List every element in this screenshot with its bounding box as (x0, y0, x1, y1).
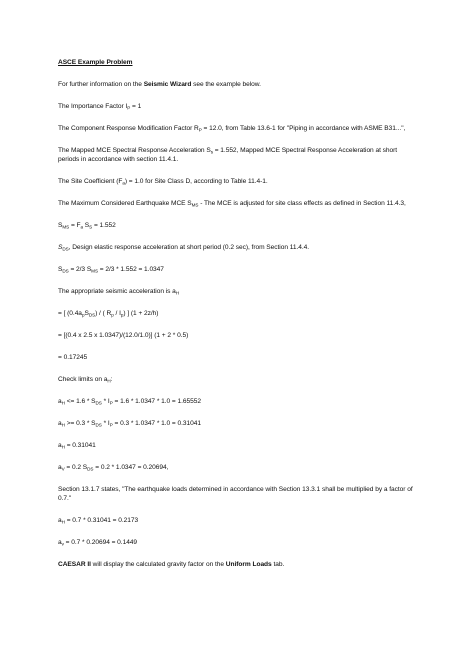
heading: ASCE Example Problem (58, 59, 133, 66)
sds-equation: $S_{DS} = 2/3$ $S_{MS} = 2/3 * 1.552 = 1.0347$ (58, 266, 164, 274)
check-limits: Check limits on $a_H$: (58, 376, 113, 384)
component-factor: The Component Response Modification Factor $R_P = 12.0$, from Table 13.6-1 for "Piping in accordance with ASME B31...", (58, 125, 406, 133)
appropriate-acceleration: The appropriate seismic acceleration is $a_H$ (58, 288, 180, 296)
formula-line-1: = [ $(0.4a_pS_{DS})$ / ( $R_p / I_p$) ] (1 + 2z/h) (58, 310, 159, 318)
formula-line-2: = [(0.4 x 2.5 x 1.0347)/(12.0/1.0)] (1 + 2 * 0.5) (58, 332, 189, 339)
seismic-wizard-link[interactable]: Seismic Wizard (143, 81, 192, 88)
document-body (58, 58, 418, 582)
intro-paragraph: For further information on the Seismic Wizard see the example below. (58, 81, 261, 88)
site-coefficient: The Site Coefficient $(F_a) = 1.0$ for Site Class D, according to Table 11.4-1. (58, 178, 268, 186)
mapped-mce: The Mapped MCE Spectral Response Acceleration $S_s = 1.552$, Mapped MCE Spectral Response Acceleration at short periods in accordance with section 11.4.1. (58, 147, 398, 163)
av-value: $a_V = 0.2$ $S_{DS} = 0.2 * 1.0347 = 0.20694$, (58, 464, 169, 472)
sms-equation: $S_{MS} = F_a$ $S_S = 1.552$ (58, 222, 116, 230)
av-final: $a_v = 0.7 * 0.20694 = 0.1449$ (58, 539, 138, 547)
ah-value: $a_H = 0.31041$ (58, 442, 96, 450)
section-note: Section 13.1.7 states, "The earthquake loads determined in accordance with Section 13.3.1 shall be multiplied by a factor of 0.7." (58, 486, 413, 502)
limit-min: $a_H >= 0.3 * S_{DS} * I_P = 0.3 * 1.0347 * 1.0 = 0.31041$ (58, 420, 201, 428)
limit-max: $a_H <= 1.6 * S_{DS} * I_P = 1.6 * 1.0347 * 1.0 = 1.65552$ (58, 398, 201, 406)
uniform-loads-link[interactable]: Uniform Loads (225, 561, 272, 568)
importance-factor: The Importance Factor $I_P = 1$ (58, 103, 142, 111)
formula-result: = 0.17245 (58, 354, 88, 361)
closing-paragraph: CAESAR II will display the calculated gravity factor on the Uniform Loads tab. (58, 561, 285, 568)
max-considered-earthquake: The Maximum Considered Earthquake MCE $S_{MS}$ - The MCE is adjusted for site class effects as defined in Section 11.4.3, (58, 200, 406, 208)
sds-definition: $S_{DS}$, Design elastic response acceleration at short period (0.2 sec), from Section 11.4.4. (58, 244, 310, 252)
ah-final: $a_H = 0.7 * 0.31041 = 0.2173$ (58, 517, 139, 525)
